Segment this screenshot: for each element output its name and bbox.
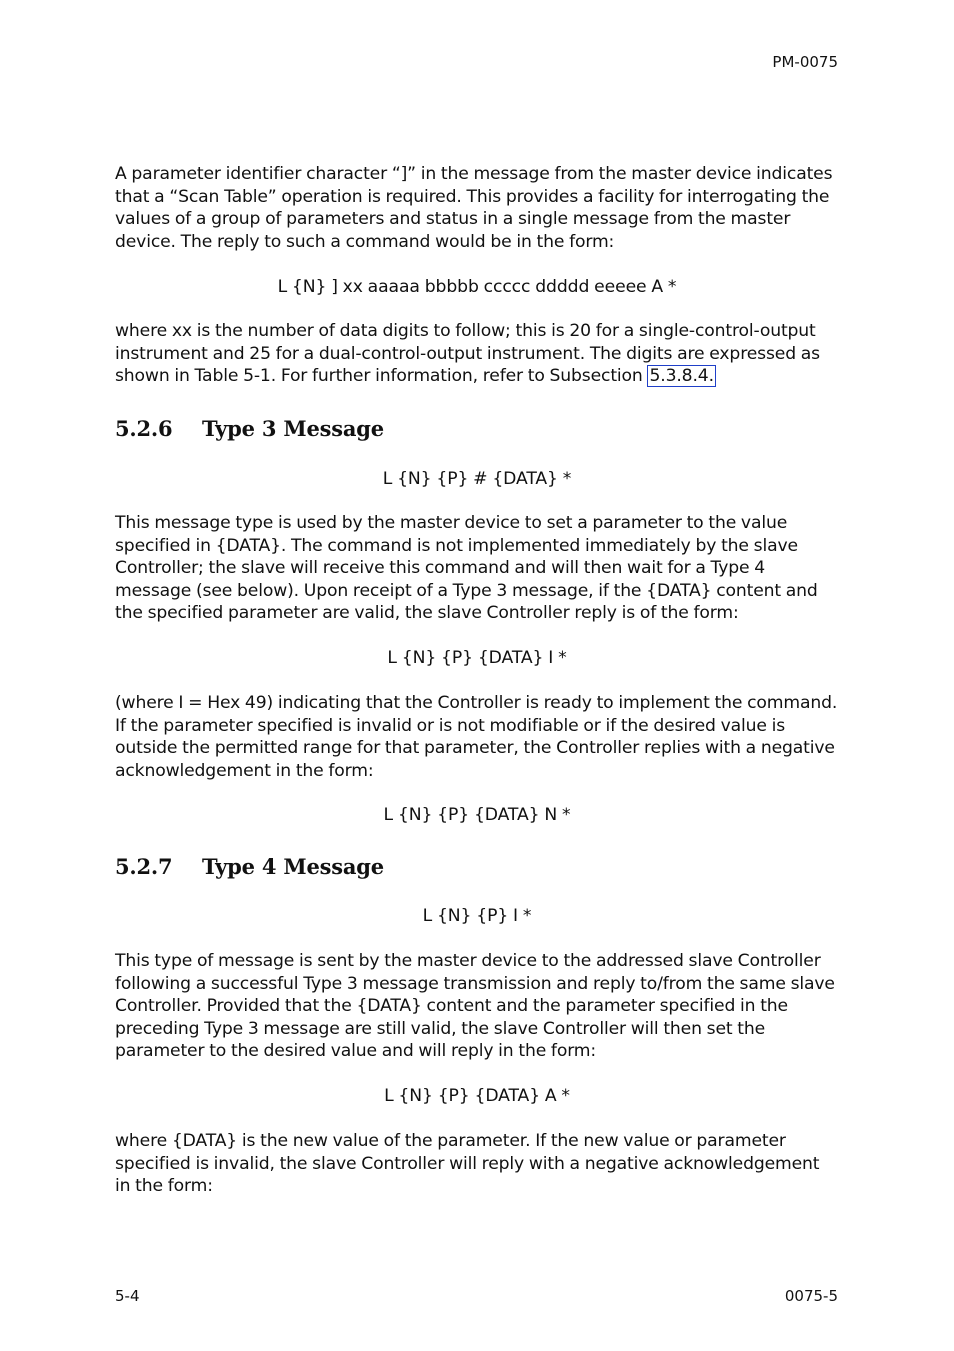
page-number: 5-4 (115, 1287, 140, 1305)
type3-message-form: L {N} {P} # {DATA} * (382, 469, 572, 489)
section-number: 5.2.6 (115, 416, 173, 441)
type4-reply-form: L {N} {P} {DATA} A * (384, 1086, 570, 1106)
negative-ack-form: L {N} {P} {DATA} N * (383, 805, 571, 825)
document-code: 0075-5 (784, 1287, 838, 1305)
type4-description: This type of message is sent by the master device to the addressed slave Controller following a successful Type 3 message transmission and reply to/from the same slave Controller. Provided that the {DATA} content and the parameter specified in the preceding Type 3 message are still valid, the slave Controller will then set the parameter to the desired value and will reply in the form: (115, 951, 835, 1061)
section-number: 5.2.7 (115, 854, 173, 879)
scan-table-description (115, 320, 839, 388)
section-title: Type 4 Message (202, 854, 384, 879)
scan-table-description-text: where xx is the number of data digits to follow; this is 20 for a single-control-output instrument and 25 for a dual-control-output instrument. The digits are expressed as shown in Table 5-1. For further information, refer to Subsection (115, 321, 820, 386)
intro-paragraph: A parameter identifier character “]” in the message from the master device indicates that a “Scan Table” operation is required. This provides a facility for interrogating the values of a group of parameters and status in a single message from the master device. The reply to such a command would be in the form: (115, 164, 833, 252)
type4-message-form: L {N} {P} I * (422, 906, 532, 926)
type3-reply-description: (where I = Hex 49) indicating that the Controller is ready to implement the command. If the parameter specified is invalid or is not modifiable or if the desired value is outside the permitted range for that parameter, the Controller replies with a negative acknowledgement in the form: (115, 693, 838, 781)
document-id: PM-0075 (772, 53, 838, 71)
section-heading-5-2-6 (115, 416, 384, 442)
type3-reply-form: L {N} {P} {DATA} I * (387, 648, 567, 668)
subsection-link[interactable]: 5.3.8.4. (649, 366, 714, 386)
type3-description: This message type is used by the master device to set a parameter to the value specified in {DATA}. The command is not implemented immediately by the slave Controller; the slave will receive this command and will then wait for a Type 4 message (see below). Upon receipt of a Type 3 message, if the {DATA} content and the specified parameter are valid, the slave Controller reply is of the form: (115, 513, 818, 623)
scan-table-reply-form: L {N} ] xx aaaaa bbbbb ccccc ddddd eeeee A * (277, 277, 677, 297)
type4-reply-description: where {DATA} is the new value of the parameter. If the new value or parameter specified is invalid, the slave Controller will reply with a negative acknowledgement in the form: (115, 1131, 820, 1196)
section-heading-5-2-7 (115, 854, 384, 880)
section-title: Type 3 Message (202, 416, 384, 441)
